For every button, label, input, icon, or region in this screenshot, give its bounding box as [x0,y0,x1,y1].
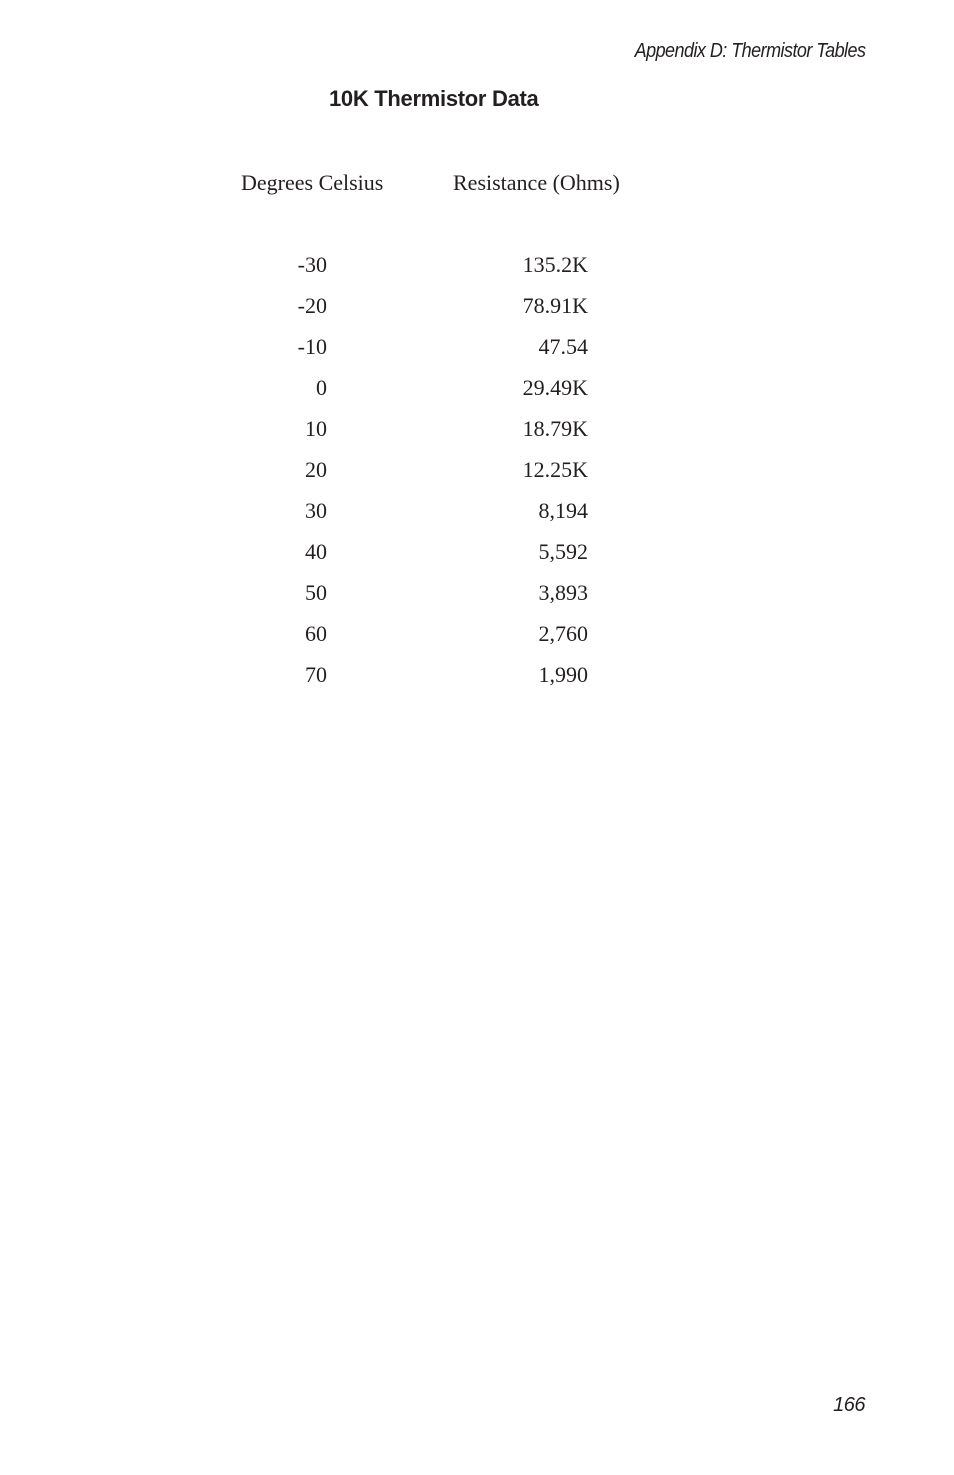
table-row [0,334,954,364]
celsius-cell: 30 [305,498,327,523]
table-row [0,252,954,282]
resistance-cell: 18.79K [522,416,588,441]
celsius-cell: -10 [297,334,327,359]
resistance-cell: 8,194 [538,498,588,523]
resistance-cell: 47.54 [538,334,588,359]
resistance-cell: 5,592 [538,539,588,564]
column-header-celsius: Degrees Celsius [241,170,384,195]
resistance-cell: 135.2K [522,252,588,277]
table-row [0,580,954,610]
page-number: 166 [833,1394,865,1416]
resistance-cell: 29.49K [522,375,588,400]
celsius-cell: 10 [305,416,327,441]
thermistor-table [0,0,954,720]
celsius-cell: 0 [316,375,327,400]
table-row [0,375,954,405]
resistance-cell: 78.91K [522,293,588,318]
celsius-cell: 40 [305,539,327,564]
celsius-cell: 70 [305,662,327,687]
running-header: Appendix D: Thermistor Tables [634,40,865,62]
table-row [0,621,954,651]
table-row [0,293,954,323]
table-row [0,539,954,569]
table-row [0,498,954,528]
celsius-cell: -30 [297,252,327,277]
column-header-resistance: Resistance (Ohms) [453,170,620,195]
celsius-cell: -20 [297,293,327,318]
table-title: 10K Thermistor Data [329,86,539,111]
table-row [0,457,954,487]
resistance-cell: 2,760 [538,621,588,646]
resistance-cell: 1,990 [538,662,588,687]
celsius-cell: 50 [305,580,327,605]
resistance-cell: 12.25K [522,457,588,482]
resistance-cell: 3,893 [538,580,588,605]
table-row [0,416,954,446]
celsius-cell: 20 [305,457,327,482]
celsius-cell: 60 [305,621,327,646]
table-row [0,662,954,692]
